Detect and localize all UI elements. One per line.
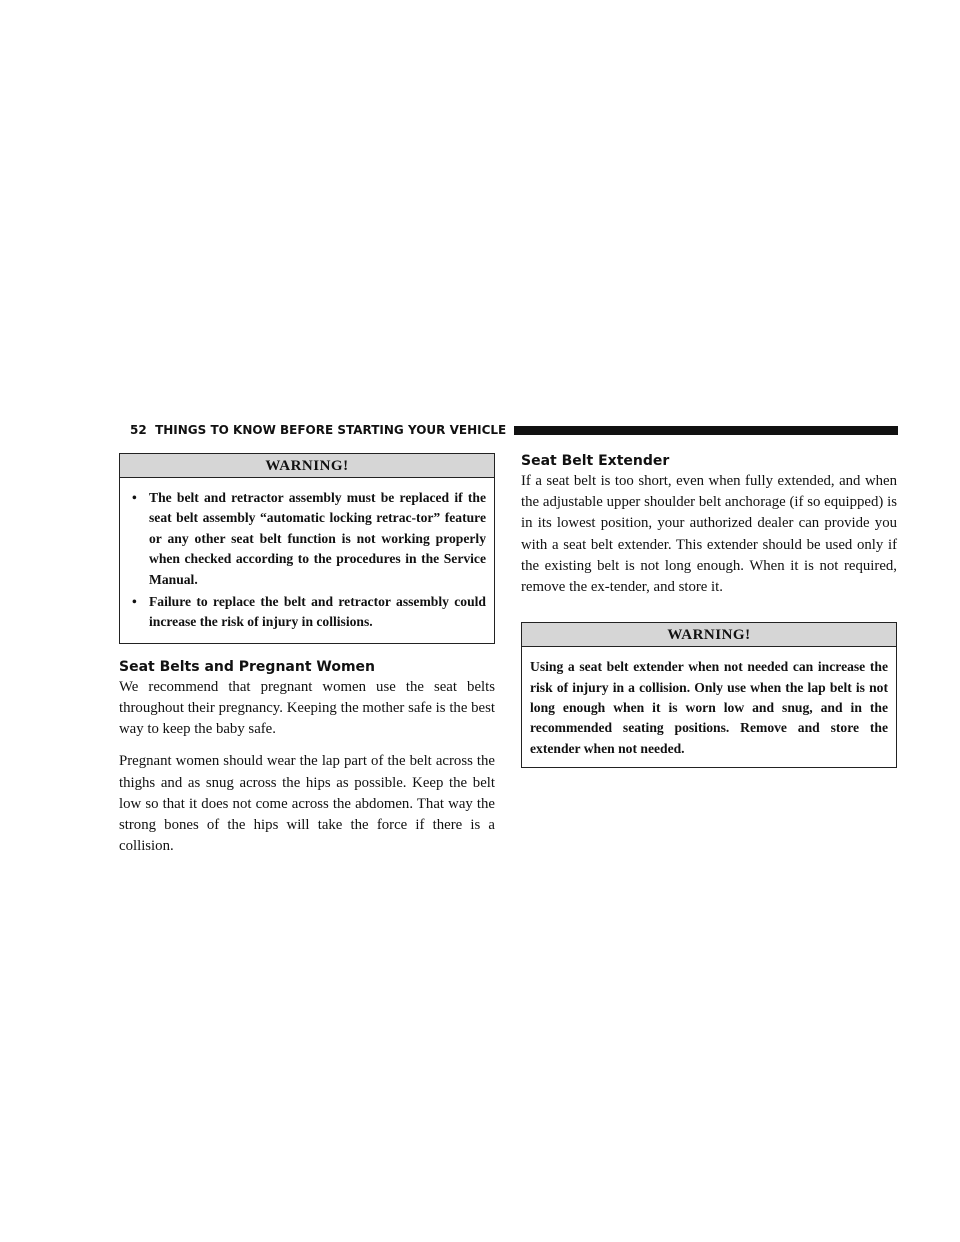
left-column [119,453,495,857]
warning-bullet-item [128,488,486,590]
section-heading-belt-extender: Seat Belt Extender [521,453,670,469]
body-paragraph: Pregnant women should wear the lap part of the belt across the thighs and as snug across the hips as possible. Keep the belt low so that it does not come across the abdomen. That way the strong bones of the hips will take the force if there is a collision. [119,753,495,855]
warning-title: WARNING! [522,623,896,647]
right-column [521,453,897,768]
warning-text: Using a seat belt extender when not needed can increase the risk of injury in a collision. Only use when the lap belt is not long enough when it is worn low and snug, and in the recommended seating positions. Remove and store the extender when not needed. [530,659,888,756]
header-text [130,423,506,437]
warning-body [522,647,896,767]
warning-box-belt-replacement [119,453,495,644]
warning-bullet-item [128,592,486,633]
page-number: 52 [130,423,147,437]
warning-list [128,488,486,633]
page-header [130,422,898,438]
header-rule [514,426,898,435]
warning-body [120,478,494,643]
section-heading-pregnant-women: Seat Belts and Pregnant Women [119,658,376,675]
bullet-icon: • [132,490,137,505]
body-paragraph: If a seat belt is too short, even when fully extended, and when the adjustable upper shoulder belt anchorage (if so equipped) is in its lowest position, your authorized dealer can provide you with a seat belt extender. This extender should be used only if the existing belt is not long enough. When it is not required, remove the ex-tender, and store it. [521,473,897,596]
warning-box-extender [521,622,897,768]
warning-bullet-text: The belt and retractor assembly must be replaced if the seat belt assembly “automatic locking retrac-tor” feature or any other seat belt function is not working properly when checked according to the procedures in the Service Manual. [149,490,486,587]
warning-bullet-text: Failure to replace the belt and retractor assembly could increase the risk of injury in collisions. [149,594,486,630]
section-title: THINGS TO KNOW BEFORE STARTING YOUR VEHICLE [155,423,507,437]
warning-title: WARNING! [120,454,494,478]
body-paragraph: We recommend that pregnant women use the seat belts throughout their pregnancy. Keeping the mother safe is the best way to keep the baby safe. [119,678,495,738]
bullet-icon: • [132,594,137,610]
